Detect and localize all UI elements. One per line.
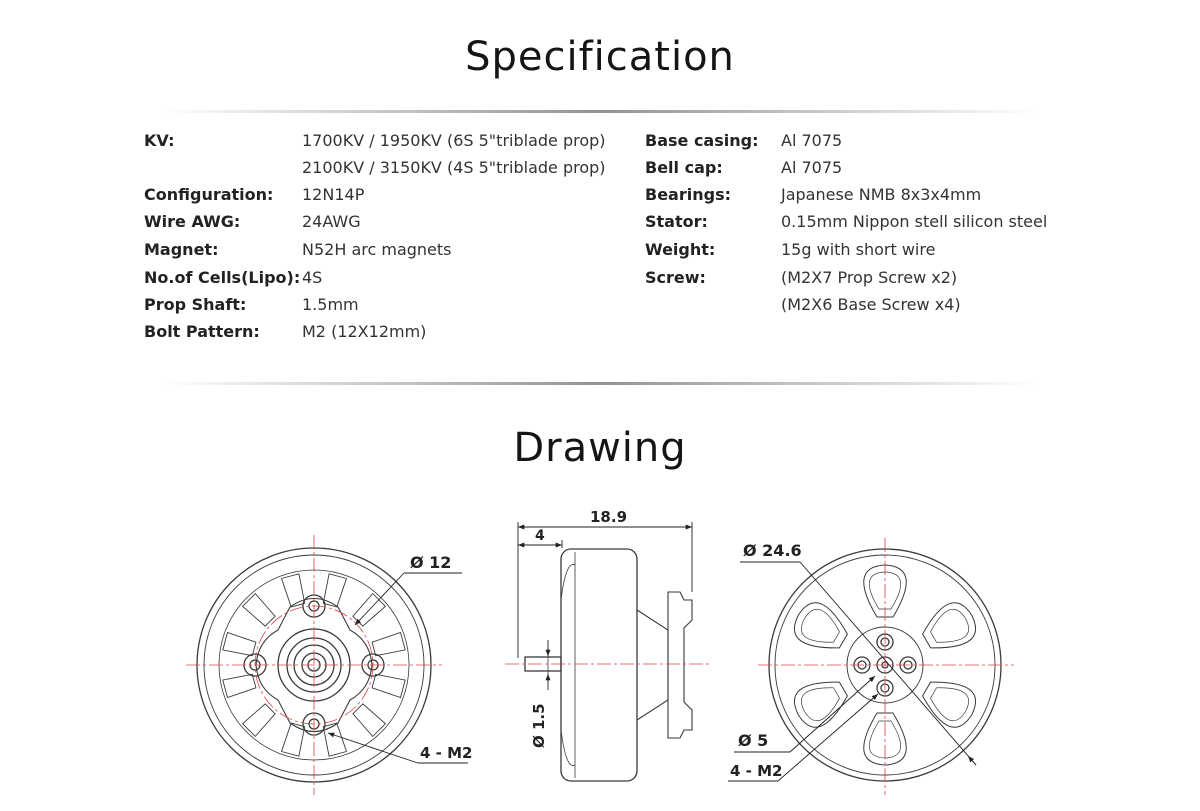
spec-value: Al 7075 (781, 158, 843, 177)
side-offset-label: 4 (535, 528, 545, 544)
top-centerlines (758, 538, 1014, 795)
specification-title: Specification (465, 34, 735, 80)
spec-label: Base casing: (645, 131, 759, 150)
spec-label: Magnet: (144, 240, 219, 259)
motor-slot (223, 633, 256, 656)
spec-value: 4S (302, 268, 323, 287)
front-screw-label: 4 - M2 (420, 744, 473, 762)
motor-slot (372, 633, 405, 656)
side-shaft-label: Ø 1.5 (530, 703, 548, 748)
spec-label: Wire AWG: (144, 212, 241, 231)
spec-value: 0.15mm Nippon stell silicon steel (781, 212, 1048, 231)
spec-label: Screw: (645, 268, 706, 287)
motor-slot (223, 674, 256, 697)
spec-label: KV: (144, 131, 175, 150)
top-diameter-label: Ø 24.6 (743, 541, 802, 560)
bell-spoke (923, 682, 976, 727)
spec-value: Al 7075 (781, 131, 843, 150)
motor-slot (323, 574, 346, 607)
spec-label: Configuration: (144, 185, 274, 204)
spec-value: Japanese NMB 8x3x4mm (781, 185, 982, 204)
motor-slot (323, 723, 346, 756)
spec-label: Bearings: (645, 185, 731, 204)
bell-spoke (923, 603, 976, 648)
motor-slot (282, 574, 305, 607)
spec-value: 24AWG (302, 212, 361, 231)
top-screw-label: 4 - M2 (730, 762, 783, 780)
spec-value: 15g with short wire (781, 240, 936, 259)
spec-label: No.of Cells(Lipo): (144, 268, 301, 287)
motor-slot (282, 723, 305, 756)
spec-label: Bolt Pattern: (144, 322, 260, 341)
spec-value: 2100KV / 3150KV (4S 5"triblade prop) (302, 158, 606, 177)
spec-value: 1.5mm (302, 295, 359, 314)
top-center-label: Ø 5 (738, 731, 769, 750)
side-dimensions (518, 522, 692, 690)
bell-spoke (794, 682, 847, 727)
motor-slot (243, 594, 276, 627)
spec-value: M2 (12X12mm) (302, 322, 427, 341)
bell-spoke (794, 603, 847, 648)
spec-value: 12N14P (302, 185, 365, 204)
spec-value: N52H arc magnets (302, 240, 452, 259)
spec-label: Bell cap: (645, 158, 723, 177)
motor-slot (243, 704, 276, 737)
front-dimensions (328, 573, 468, 763)
motor-slot (353, 704, 386, 737)
side-width-label: 18.9 (590, 508, 628, 526)
spec-value: (M2X7 Prop Screw x2) (781, 268, 958, 287)
spec-value: (M2X6 Base Screw x4) (781, 295, 961, 314)
spec-label: Weight: (645, 240, 716, 259)
spec-label: Stator: (645, 212, 708, 231)
spec-value: 1700KV / 1950KV (6S 5"triblade prop) (302, 131, 606, 150)
front-diameter-label: Ø 12 (410, 553, 452, 572)
motor-slot (372, 674, 405, 697)
spec-label: Prop Shaft: (144, 295, 247, 314)
side-view (525, 549, 692, 781)
drawing-title: Drawing (513, 425, 687, 471)
